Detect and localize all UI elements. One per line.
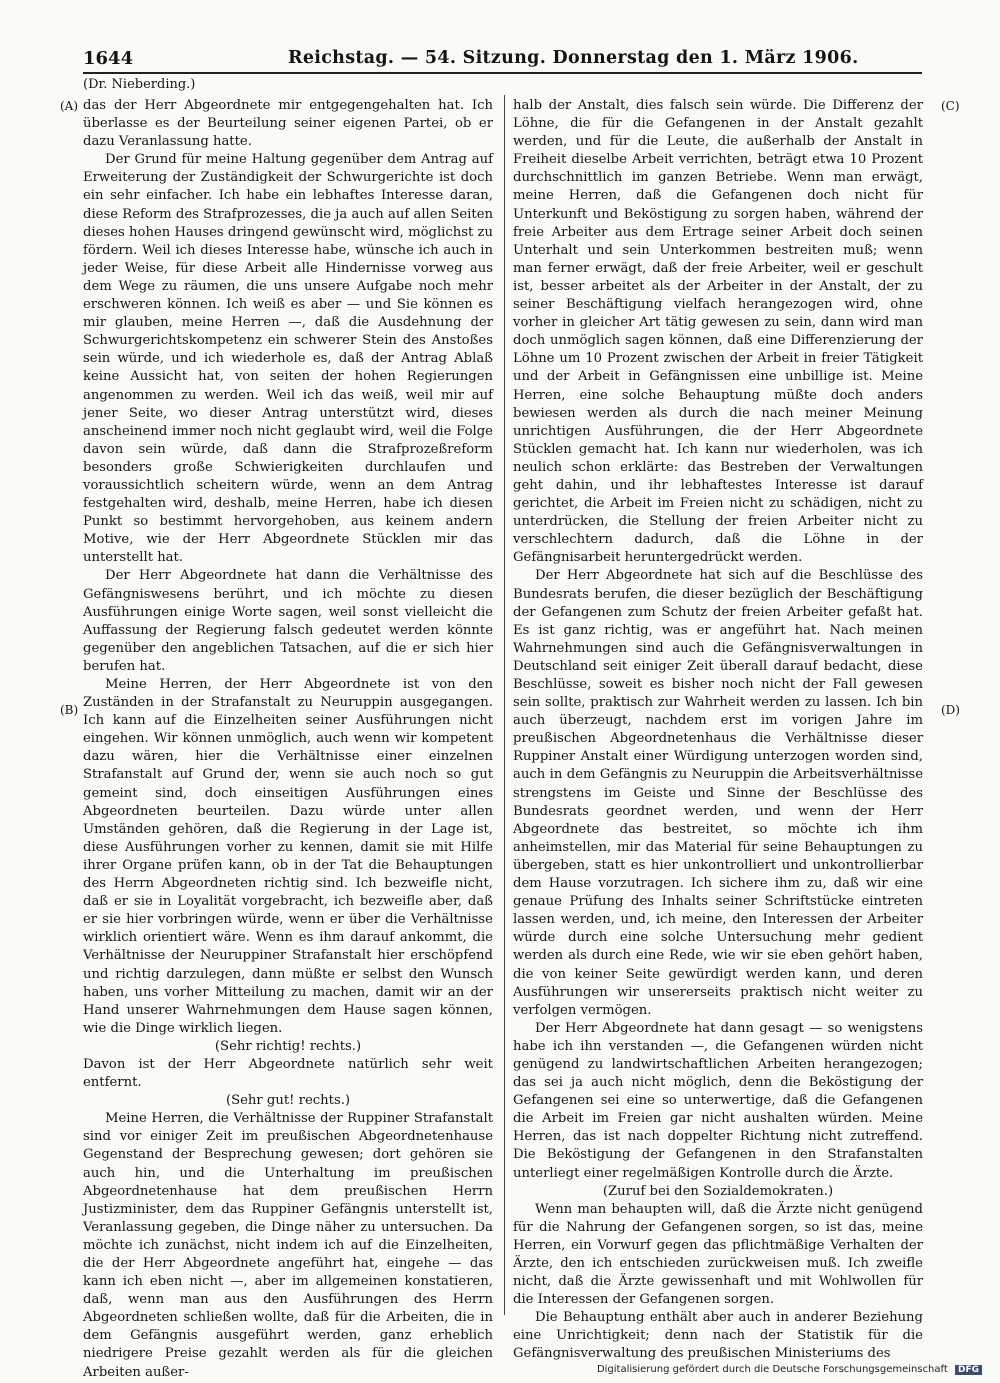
interjection: (Sehr gut! rechts.) [225, 1093, 351, 1109]
footer [597, 1364, 982, 1375]
running-title: Reichstag. — 54. Sitzung. Donnerstag den 1. März 1906. [288, 48, 859, 68]
paragraph: Der Herr Abgeordnete hat dann die Verhältnisse des Gefängniswesens berührt, und ich möchte zu diesen Ausführungen einige Worte sagen, weil sonst vielleicht die Auffassung der Regierung falsch gedeutet werden könnte gegenüber den angeblichen Tatsachen, auf die er sich hier berufen hat. [83, 568, 493, 674]
paragraph: Meine Herren, der Herr Abgeordnete ist von den Zuständen in der Strafanstalt zu Neuruppin ausgegangen. Ich kann auf die Einzelheiten seiner Ausführungen nicht eingehen. Wir können unmöglich, auch wenn wir kompetent dazu wären, hier die Verhältnisse einer einzelnen Strafanstalt auf Grund der, wenn sie auch noch so gut gemeint sind, doch einseitigen Ausführungen eines Abgeordneten beurteilen. Dazu würde unter allen Umständen gehören, daß die Regierung in der Lage ist, diese Ausführungen vorher zu kennen, damit sie mit Hilfe ihrer Organe prüfen kann, ob in der Tat die Behauptungen des Herrn Abgeordneten richtig sind. Ich bezweifle nicht, daß er sie in Loyalität vorgebracht, ich bezweifle aber, daß er sie hier vorbringen würde, wenn er über die Verhältnisse wirklich orientiert wäre. Wenn es ihm darauf ankommt, die Verhältnisse der Neuruppiner Strafanstalt hier erschöpfend und richtig darzulegen, dann müßte er selbst den Wunsch haben, uns vorher Mitteilung zu machen, damit wir an der Hand unserer Wahrnehmungen dem Hause sagen können, wie die Dinge wirklich liegen. [83, 677, 493, 1036]
column-divider [504, 95, 505, 1315]
paragraph: halb der Anstalt, dies falsch sein würde. Die Differenz der Löhne, die für die Gefangenen in der Anstalt gezahlt werden, und für die Leute, die außerhalb der Anstalt in Freiheit dieselbe Arbeit verrichten, beträgt etwa 10 Prozent durchschnittlich im ganzen Betriebe. Wenn man erwägt, meine Herren, daß die Gefangenen doch nicht für Unterkunft und Beköstigung zu sorgen haben, während der freie Arbeiter aus dem Ertrage seiner Arbeit doch seinen Unterhalt und sein Unterkommen bestreiten muß; wenn man ferner erwägt, daß der freie Arbeiter, weil er geschult ist, besser arbeitet als der Arbeiter in der Anstalt, der zu seiner Beschäftigung vielfach herangezogen wird, ohne vorher in gleicher Art tätig gewesen zu sein, dann wird man doch unmöglich sagen können, daß eine Differenzierung der Löhne um 10 Prozent zwischen der Arbeit in freier Tätigkeit und der Arbeit in Gefängnissen eine unbillige ist. Meine Herren, eine solche Behauptung müßte doch anders bewiesen werden als durch die nach meiner Meinung unrichtigen Ausführungen, die der Herr Abgeordnete Stücklen gemacht hat. Ich kann nur wiederholen, was ich neulich schon erklärte: das Bestreben der Verwaltungen geht dahin, und ihr lebhaftestes Interesse ist darauf gerichtet, die Arbeit im Freien nicht zu schädigen, nicht zu unterdrücken, die Stellung der freien Arbeiter nicht zu verschlechtern dadurch, daß die Löhne in der Gefängnisarbeit heruntergedrückt werden. [513, 98, 923, 566]
paragraph: das der Herr Abgeordnete mir entgegengehalten hat. Ich überlasse es der Beurteilung seiner eigenen Partei, ob er dazu Veranlassung hatte. [83, 98, 493, 150]
interjection: (Zuruf bei den Sozialdemokraten.) [602, 1183, 834, 1199]
paragraph: Wenn man behaupten will, daß die Ärzte nicht genügend für die Nahrung der Gefangenen sorgen, so ist das, meine Herren, ein Vorwurf gegen das pflichtmäßige Verhalten der Ärzte, den ich entschieden zurückweisen muß. Ich zweifle nicht, daß die Ärzte gewissenhaft und mit Wohlwollen für die Interessen der Gefangenen sorgen. [513, 1201, 923, 1308]
paragraph: Der Herr Abgeordnete hat sich auf die Beschlüsse des Bundesrats berufen, die dieser bezüglich der Beschäftigung der Gefangenen zum Schutz der freien Arbeiter gefaßt hat. Es ist ganz richtig, was er angeführt hat. Nach meinen Wahrnehmungen sind auch die Gefängnisverwaltungen in Deutschland seit einiger Zeit überall darauf bedacht, diese Beschlüsse, soweit es bisher noch nicht der Fall gewesen sein sollte, praktisch zur Wahrheit werden zu lassen. Ich bin auch überzeugt, nachdem erst im vorigen Jahre im preußischen Abgeordnetenhaus die Verhältnisse dieser Ruppiner Anstalt einer Würdigung unterzogen worden sind, auch in dem Gefängnis zu Neuruppin die Arbeitsverhältnisse strengstens im Geiste und Sinne der Beschlüsse des Bundesrats geordnet werden, und wenn der Herr Abgeordnete das bestreitet, so möchte ich ihm anheimstellen, mir das Material für seine Behauptungen zu übergeben, statt es hier unkontrolliert und unkontrollierbar dem Hause vorzutragen. Ich sichere ihm zu, daß wir eine genaue Prüfung des Inhalts seiner Schriftstücke eintreten lassen werden, und, ich meine, den Interessen der Arbeiter würde durch eine solche Untersuchung mehr gedient werden als durch eine Rede, wie wir sie eben gehört haben, die von keiner Seite gewürdigt werden kann, und deren Ausführungen wir unsererseits praktisch nicht weiter zu verfolgen vermögen. [513, 568, 923, 1018]
paragraph: Der Herr Abgeordnete hat dann gesagt — so wenigstens habe ich ihn verstanden —, die Gefangenen würden nicht genügend zu landwirtschaftlichen Arbeiten herangezogen; das sei ja auch nicht möglich, denn die Beköstigung der Gefangenen sei eine so unterwertige, daß die Gefangenen die Arbeit im Freien gar nicht aushalten würden. Meine Herren, das ist nach doppelter Richtung nicht zutreffend. Die Beköstigung der Gefangenen in den Strafanstalten unterliegt einer regelmäßigen Kontrolle durch die Ärzte. [513, 1020, 923, 1181]
page-header [83, 46, 922, 74]
right-column [513, 97, 923, 1364]
paragraph: Meine Herren, die Verhältnisse der Ruppiner Strafanstalt sind vor einiger Zeit im preußischen Abgeordnetenhause Gegenstand der Besprechung gewesen; dort gehören sie auch hin, und die Unterhaltung im preußischen Abgeordnetenhause hat dem preußischen Herrn Justizminister, dem das Ruppiner Gefängnis unterstellt ist, Veranlassung gegeben, die Dinge näher zu untersuchen. Da möchte ich zunächst, nicht indem ich auf die Einzelheiten, die der Herr Abgeordnete angeführt hat, eingehe — das kann ich eben nicht —, aber im allgemeinen konstatieren, daß, wenn man aus den Ausführungen des Herrn Abgeordneten schließen wollte, daß für die Arbeiten, die in dem Gefängnis ausgeführt werden, ganz erheblich niedrigere Preise gezahlt werden als für die gleichen Arbeiten außer- [83, 1111, 493, 1380]
interjection: (Sehr richtig! rechts.) [214, 1038, 362, 1054]
paragraph: Davon ist der Herr Abgeordnete natürlich sehr weit entfernt. [83, 1056, 493, 1091]
margin-marker-c: (C) [941, 99, 960, 113]
footer-text: Digitalisierung gefördert durch die Deutsche Forschungsgemeinschaft [596, 1364, 948, 1375]
page-number: 1644 [83, 48, 134, 69]
dfg-logo: DFG [955, 1365, 982, 1375]
left-column [83, 97, 493, 1382]
margin-marker-d: (D) [941, 703, 960, 717]
margin-marker-a: (A) [60, 99, 79, 113]
paragraph: Die Behauptung enthält aber auch in anderer Beziehung eine Unrichtigkeit; denn nach der Statistik für die Gefängnisverwaltung des preußischen Ministeriums des [513, 1310, 923, 1362]
speaker-name: (Dr. Nieberding.) [83, 77, 196, 92]
margin-marker-b: (B) [60, 703, 79, 717]
paragraph: Der Grund für meine Haltung gegenüber dem Antrag auf Erweiterung der Zuständigkeit der Schwurgerichte ist doch ein sehr einfacher. Ich habe ein lebhaftes Interesse daran, diese Reform des Strafprozesses, die ja auch auf allen Seiten dieses hohen Hauses dringend gewünscht wird, möglichst zu fördern. Weil ich dieses Interesse habe, wünsche ich auch in jeder Weise, für diese Arbeit alle Hindernisse vorweg aus dem Wege zu räumen, die uns unsere Aufgabe noch mehr erschweren können. Ich weiß es aber — und Sie können es mir glauben, meine Herren —, daß die Ausdehnung der Schwurgerichtskompetenz ein schwerer Stein des Anstoßes sein würde, und ich wiederhole es, daß der Antrag Ablaß keine Aussicht hat, von seiten der hohen Regierungen angenommen zu werden. Weil ich das weiß, weil mir auf jener Seite, wo dieser Antrag unterstützt wird, dieses anscheinend immer noch nicht geglaubt wird, weil die Folge davon sein würde, daß dann die Strafprozeßreform besonders große Schwierigkeiten durchlaufen und voraussichtlich scheitern würde, wenn an dem Antrag festgehalten wird, deshalb, meine Herren, habe ich diesen Punkt so bestimmt hervorgehoben, aus keinem andern Motive, wie der Herr Abgeordnete Stücklen mir das unterstellt hat. [83, 152, 493, 566]
